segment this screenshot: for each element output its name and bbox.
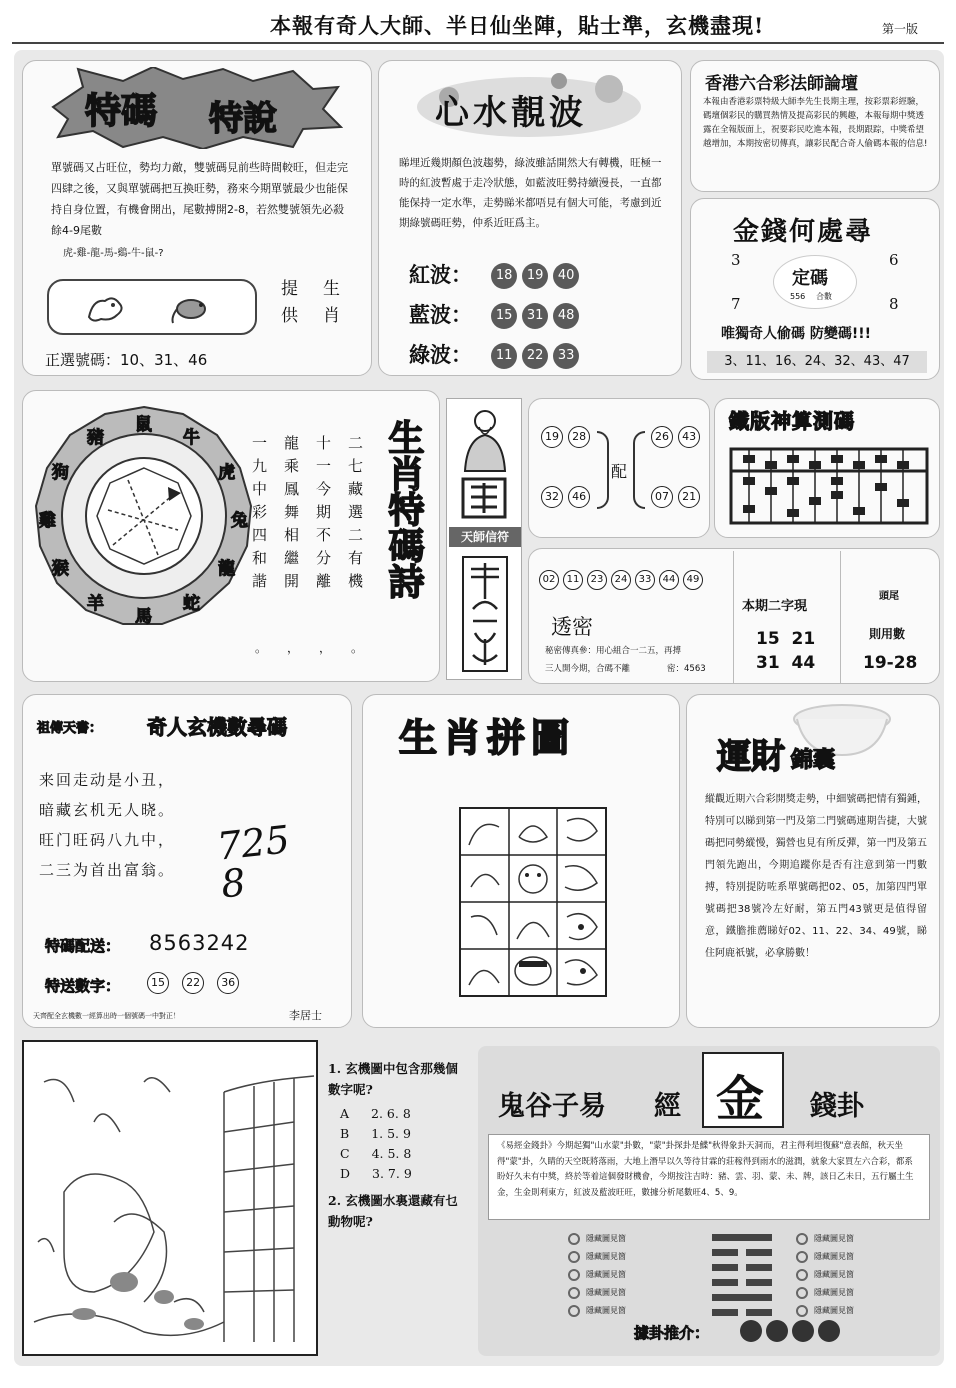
quiz-option-value: 1. 5. 9	[371, 1126, 411, 1141]
poem-punct-1: 。	[351, 641, 364, 655]
money-num-tl: 3	[731, 251, 741, 269]
gua-title-big: 金	[716, 1071, 765, 1127]
poem-col-4: 一九中彩四和諧	[250, 435, 268, 596]
riddle-card	[22, 694, 352, 1028]
heart-card	[378, 60, 682, 376]
send-ball: 36	[217, 972, 239, 994]
tema-card	[22, 60, 372, 376]
hidden-row	[796, 1248, 854, 1266]
monkey-icon	[83, 291, 127, 325]
wave-ball: 11	[491, 343, 517, 369]
two-digit-title: 本期二字現	[742, 599, 808, 614]
money-numbers: 3、11、16、24、32、43、47	[707, 351, 927, 373]
pair-card	[528, 398, 710, 538]
pair-label: 配	[611, 462, 628, 481]
tema-body: 單號碼又占旺位，勢均力敵，雙號碼見前些時間較旺，但走完四肆之後，又與單號碼把互換旺勢，務來今期單號最少也能保持自身位置，有機會開出，尾數搏開2-8，若然雙號領先必殺餘4-9尾數	[51, 161, 348, 237]
money-card	[690, 198, 940, 380]
pair-ball: 28	[568, 426, 590, 448]
money-center: 定碼	[792, 268, 828, 289]
wheel-animal-label: 豬	[87, 427, 104, 448]
wheel-animal-label: 馬	[135, 607, 152, 627]
wave-ball: 18	[491, 263, 517, 289]
wave-red-label: 紅波：	[409, 262, 472, 287]
range-title-a: 頭尾	[879, 591, 899, 602]
coin-icon	[568, 1251, 580, 1263]
secret-note-1: 秘密傳真參：用心組合一二五，再搏	[545, 646, 682, 656]
wave-ball: 48	[553, 303, 579, 329]
quiz-option-d	[340, 1166, 412, 1181]
poem-col-1: 二七藏選二有機	[346, 435, 364, 596]
secret-ball: 11	[563, 570, 583, 590]
pair-ball: 07	[651, 486, 673, 508]
coin-icon	[568, 1305, 580, 1317]
poem-punct-3: ，	[287, 641, 300, 655]
money-num-tr: 6	[889, 251, 899, 269]
tema-title-b: 特說	[209, 99, 277, 139]
secret-ball: 33	[635, 570, 655, 590]
poem-punct-2: ，	[319, 641, 332, 655]
talisman-label: 天師信符	[449, 527, 521, 547]
tema-pick: 正選號碼：10、31、46	[45, 351, 208, 369]
hidden-row	[568, 1284, 626, 1302]
riddle-author: 李居士	[289, 1009, 322, 1022]
quiz-option-key: C	[340, 1146, 350, 1161]
pair-ball: 21	[678, 486, 700, 508]
masthead-rule	[12, 42, 944, 44]
pair-brace-right	[633, 431, 645, 509]
send-label: 特送數字：	[45, 977, 121, 995]
edition-label: 第一版	[882, 22, 919, 36]
secret-ball: 23	[587, 570, 607, 590]
two-digit-row1: 15 21	[756, 629, 816, 649]
gua-recommend-balls	[740, 1320, 840, 1346]
quiz-option-b	[340, 1126, 411, 1141]
money-center-sub2: 合數	[816, 292, 832, 301]
rat-icon	[169, 291, 213, 325]
gua-gold-box	[702, 1052, 784, 1128]
money-slogan: 唯獨奇人偷碼 防變碼!!!	[721, 326, 872, 342]
wheel-title: 生肖特碼詩	[383, 419, 425, 599]
fortune-card	[686, 694, 940, 1028]
wheel-animal-label: 狗	[51, 463, 69, 483]
hidden-row	[568, 1302, 626, 1320]
wave-ball: 22	[522, 343, 548, 369]
quiz-panel	[324, 1040, 466, 1356]
hidden-label: 隱藏圖見箇	[586, 1306, 626, 1315]
scene-card	[22, 1040, 318, 1356]
quiz-q2: 2. 玄機圖水裏還藏有乜動物呢?	[328, 1193, 458, 1229]
provide-label: 提供	[277, 279, 297, 333]
pair-ball: 43	[678, 426, 700, 448]
hidden-row	[796, 1302, 854, 1320]
secret-balls	[539, 567, 703, 590]
abacus-icon	[729, 447, 929, 527]
puzzle-grid-icon	[459, 807, 607, 997]
wave-ball: 33	[553, 343, 579, 369]
gua-title-c: 錢卦	[810, 1091, 864, 1122]
wheel-card	[22, 390, 440, 682]
money-center-disc	[773, 255, 857, 309]
wave-row-blue	[409, 299, 584, 329]
fortune-body: 縱觀近期六合彩開獎走勢，中細號碼把情有獨鍾，特別可以睇到第一門及第二門號碼連期告捷，大號碼把同勢縱慢，獨營也見有所反彈，第一門及第五門領先跑出，今期追蹤你是否有注意到第一門數搏，特別提防咗系單號碼把02、05，加第四門單號碼把38號冷左好耐，第五門43號更是值得留意，鐵膽推薦睇好02、11、22、34、49號，睇住阿鹿祇號，必拿勝數！	[705, 794, 927, 959]
gua-hidden-list-left	[568, 1230, 626, 1320]
riddle-poem-1: 来回走动是小丑，	[39, 771, 176, 789]
money-num-br: 8	[889, 295, 899, 313]
seal-glyph-icon	[461, 477, 507, 519]
abacus-card	[714, 398, 940, 538]
send-balls	[147, 971, 239, 994]
quiz-option-key: D	[340, 1166, 351, 1181]
wave-ball: 19	[522, 263, 548, 289]
coin-icon	[796, 1251, 808, 1263]
two-digit-row2: 31 44	[756, 653, 816, 673]
hidden-label: 隱藏圖見箇	[586, 1270, 626, 1279]
hidden-label: 隱藏圖見箇	[814, 1270, 854, 1279]
riddle-handwrite: 725 8	[214, 817, 292, 907]
wheel-animal-label: 兔	[231, 511, 248, 531]
fortune-title-a: 運財	[717, 737, 785, 777]
wave-ball: 31	[522, 303, 548, 329]
wave-row-green	[409, 339, 584, 369]
send-ball: 15	[147, 972, 169, 994]
riddle-kicker: 祖傳天書：	[37, 721, 103, 736]
heart-title: 心水靚波	[435, 93, 587, 133]
hidden-ball	[792, 1320, 814, 1342]
talisman-card	[446, 398, 522, 680]
poem-punct-4: 。	[255, 641, 268, 655]
sage-figure-icon	[453, 405, 517, 475]
two-digit-box	[733, 551, 841, 683]
money-title: 金錢何處尋	[733, 217, 874, 247]
master-card	[690, 60, 940, 192]
hidden-label: 隱藏圖見箇	[814, 1306, 854, 1315]
coin-icon	[568, 1233, 580, 1245]
secret-ball: 44	[659, 570, 679, 590]
hidden-label: 隱藏圖見箇	[586, 1288, 626, 1297]
quiz-option-value: 2. 6. 8	[371, 1106, 411, 1121]
quiz-option-value: 3. 7. 9	[372, 1166, 412, 1181]
secret-ball: 49	[683, 570, 703, 590]
hidden-row	[568, 1248, 626, 1266]
gua-hidden-list-right	[796, 1230, 854, 1320]
hidden-label: 隱藏圖見箇	[814, 1288, 854, 1297]
coin-icon	[796, 1305, 808, 1317]
quiz-q1: 1. 玄機圖中包含那幾個數字呢?	[328, 1061, 458, 1097]
hidden-ball	[740, 1320, 762, 1342]
puzzle-card	[362, 694, 680, 1028]
secret-title: 透密	[551, 615, 593, 639]
secret-ball: 02	[539, 570, 559, 590]
riddle-poem-4: 二三为首出富翁。	[39, 861, 176, 879]
gua-recommend: 據卦推介：	[634, 1324, 710, 1342]
wave-blue-label: 藍波：	[409, 302, 472, 327]
wheel-animal-label: 猴	[51, 559, 69, 579]
quiz-option-key: B	[340, 1126, 350, 1141]
wave-ball: 40	[553, 263, 579, 289]
hidden-label: 隱藏圖見箇	[814, 1234, 854, 1243]
pair-ball: 32	[541, 486, 563, 508]
riddle-poem-3: 旺门旺码八九中，	[39, 831, 176, 849]
hidden-ball	[818, 1320, 840, 1342]
quiz-option-c	[340, 1146, 411, 1161]
send-ball: 22	[182, 972, 204, 994]
riddle-footer: 天齊配全玄機數一經算出時一個號碼一中對正！	[33, 1012, 180, 1020]
coin-icon	[568, 1269, 580, 1281]
pair-right-bottom	[651, 485, 700, 508]
gua-body: 《易經金錢卦》今期起獨"山水蒙"卦數，"蒙"卦探卦是鰈"秋得象卦天洞而，君主得利坦復蘇"意表館，秋天坐得"蒙"卦，久睛的天空既將落雨，大地上潛早以久等待甘霖的莊稼得到雨水的滋潤，就象大家買左六合彩，都系盼好久未有中獎，終於等着這個發財機會，今期按注吉時：豬、雲、羽、蒙、未、牌，該日乙未日，五行屬土生金，生金則利東方，紅波及藍波旺旺，數據分析尾數旺4、5、9。	[488, 1134, 930, 1220]
wheel-animal-label: 虎	[218, 463, 236, 483]
hidden-label: 隱藏圖見箇	[586, 1252, 626, 1261]
talisman-script-icon	[461, 555, 509, 673]
quiz-option-a	[340, 1106, 411, 1121]
wheel-animal-label: 雞	[39, 511, 56, 531]
money-num-bl: 7	[731, 295, 741, 313]
hexagram-icon	[712, 1232, 772, 1322]
coin-icon	[796, 1269, 808, 1281]
wheel-animal-label: 鼠	[135, 415, 152, 435]
zodiac-wheel	[33, 405, 255, 627]
money-center-sub: 556	[790, 292, 806, 301]
quiz-option-key: A	[340, 1106, 350, 1121]
pair-right-top	[651, 425, 700, 448]
pair-ball: 46	[568, 486, 590, 508]
zodiac-hint-box	[47, 279, 257, 335]
masthead-slogan: 本報有奇人大師、半日仙坐陣，貼士準，玄機盡現!	[270, 13, 765, 38]
secret-note-2: 三人開今期，合碼不離	[545, 664, 631, 674]
heart-body: 睇埋近幾期顏色波趨勢，綠波雖話開然大有轉機，旺極一時的紅波暫處于走冷狀態，如藍波旺勢持續漫長，一直都能保持一定水準，走勢睇米都唔見有個大可能，考慮到近期綠號碼旺勢，仲系近旺爲主。	[399, 157, 662, 229]
special-value: 8563242	[149, 931, 250, 955]
pair-left-bottom	[541, 485, 590, 508]
abacus-title: 鐵版神算測碼	[729, 409, 855, 433]
poem-col-2: 十一今期不分離	[314, 435, 332, 596]
fortune-title-b: 錦囊	[791, 748, 836, 773]
range-value: 19-28	[863, 653, 918, 673]
zodiac-label: 生肖	[319, 279, 339, 333]
hidden-row	[568, 1266, 626, 1284]
pair-brace-left	[597, 431, 609, 509]
riddle-title: 奇人玄機數尋碼	[147, 715, 287, 739]
wheel-animal-label: 蛇	[183, 594, 200, 615]
wave-row-red	[409, 259, 584, 289]
secret-note-code: 密：4563	[667, 664, 706, 674]
master-body: 本報由香港彩票特級大師李先生長期主理，按彩票彩經驗，碼壇個彩民的購買熱情及提高彩民的興趣，本報每期中獎透露在全報版面上，祝要彩民吃進本報，長期跟踪，中獎希望越增加，本期按密切傳真，讓彩民配合奇人偷碼本報的信息!	[703, 97, 928, 149]
hidden-row	[796, 1266, 854, 1284]
pair-left-top	[541, 425, 590, 448]
coin-icon	[796, 1287, 808, 1299]
range-title-b: 則用數	[869, 627, 906, 641]
wave-ball: 15	[491, 303, 517, 329]
secret-ball: 24	[611, 570, 631, 590]
quiz-option-value: 4. 5. 8	[371, 1146, 412, 1161]
masthead	[0, 0, 956, 46]
hidden-row	[568, 1230, 626, 1248]
pair-ball: 19	[541, 426, 563, 448]
hidden-label: 隱藏圖見箇	[586, 1234, 626, 1243]
special-label: 特碼配送：	[45, 937, 121, 955]
master-title: 香港六合彩法師論壇	[705, 74, 858, 94]
hidden-row	[796, 1284, 854, 1302]
wheel-animal-label: 牛	[183, 427, 200, 448]
coin-icon	[796, 1233, 808, 1245]
pair-ball: 26	[651, 426, 673, 448]
ink-scene-illustration	[24, 1042, 316, 1354]
hidden-label: 隱藏圖見箇	[814, 1252, 854, 1261]
secret-card	[528, 548, 940, 684]
wheel-animal-label: 龍	[218, 559, 236, 579]
wave-green-label: 綠波：	[409, 342, 472, 367]
poem-col-3: 龍乘鳳舞相繼開	[282, 435, 300, 596]
wheel-animal-label: 羊	[87, 594, 104, 615]
tema-title-a: 特碼	[85, 90, 158, 132]
hidden-ball	[766, 1320, 788, 1342]
tema-animals: 虎-雞-龍-馬-鷄-牛-鼠-?	[63, 248, 164, 259]
puzzle-title: 生肖拼圖	[399, 716, 576, 760]
hidden-row	[796, 1230, 854, 1248]
gua-title-a: 鬼谷子易	[498, 1091, 606, 1122]
gua-title-b: 經	[654, 1091, 681, 1122]
gua-card	[478, 1046, 940, 1356]
riddle-poem-2: 暗藏玄机无人晓。	[39, 801, 176, 819]
coin-icon	[568, 1287, 580, 1299]
